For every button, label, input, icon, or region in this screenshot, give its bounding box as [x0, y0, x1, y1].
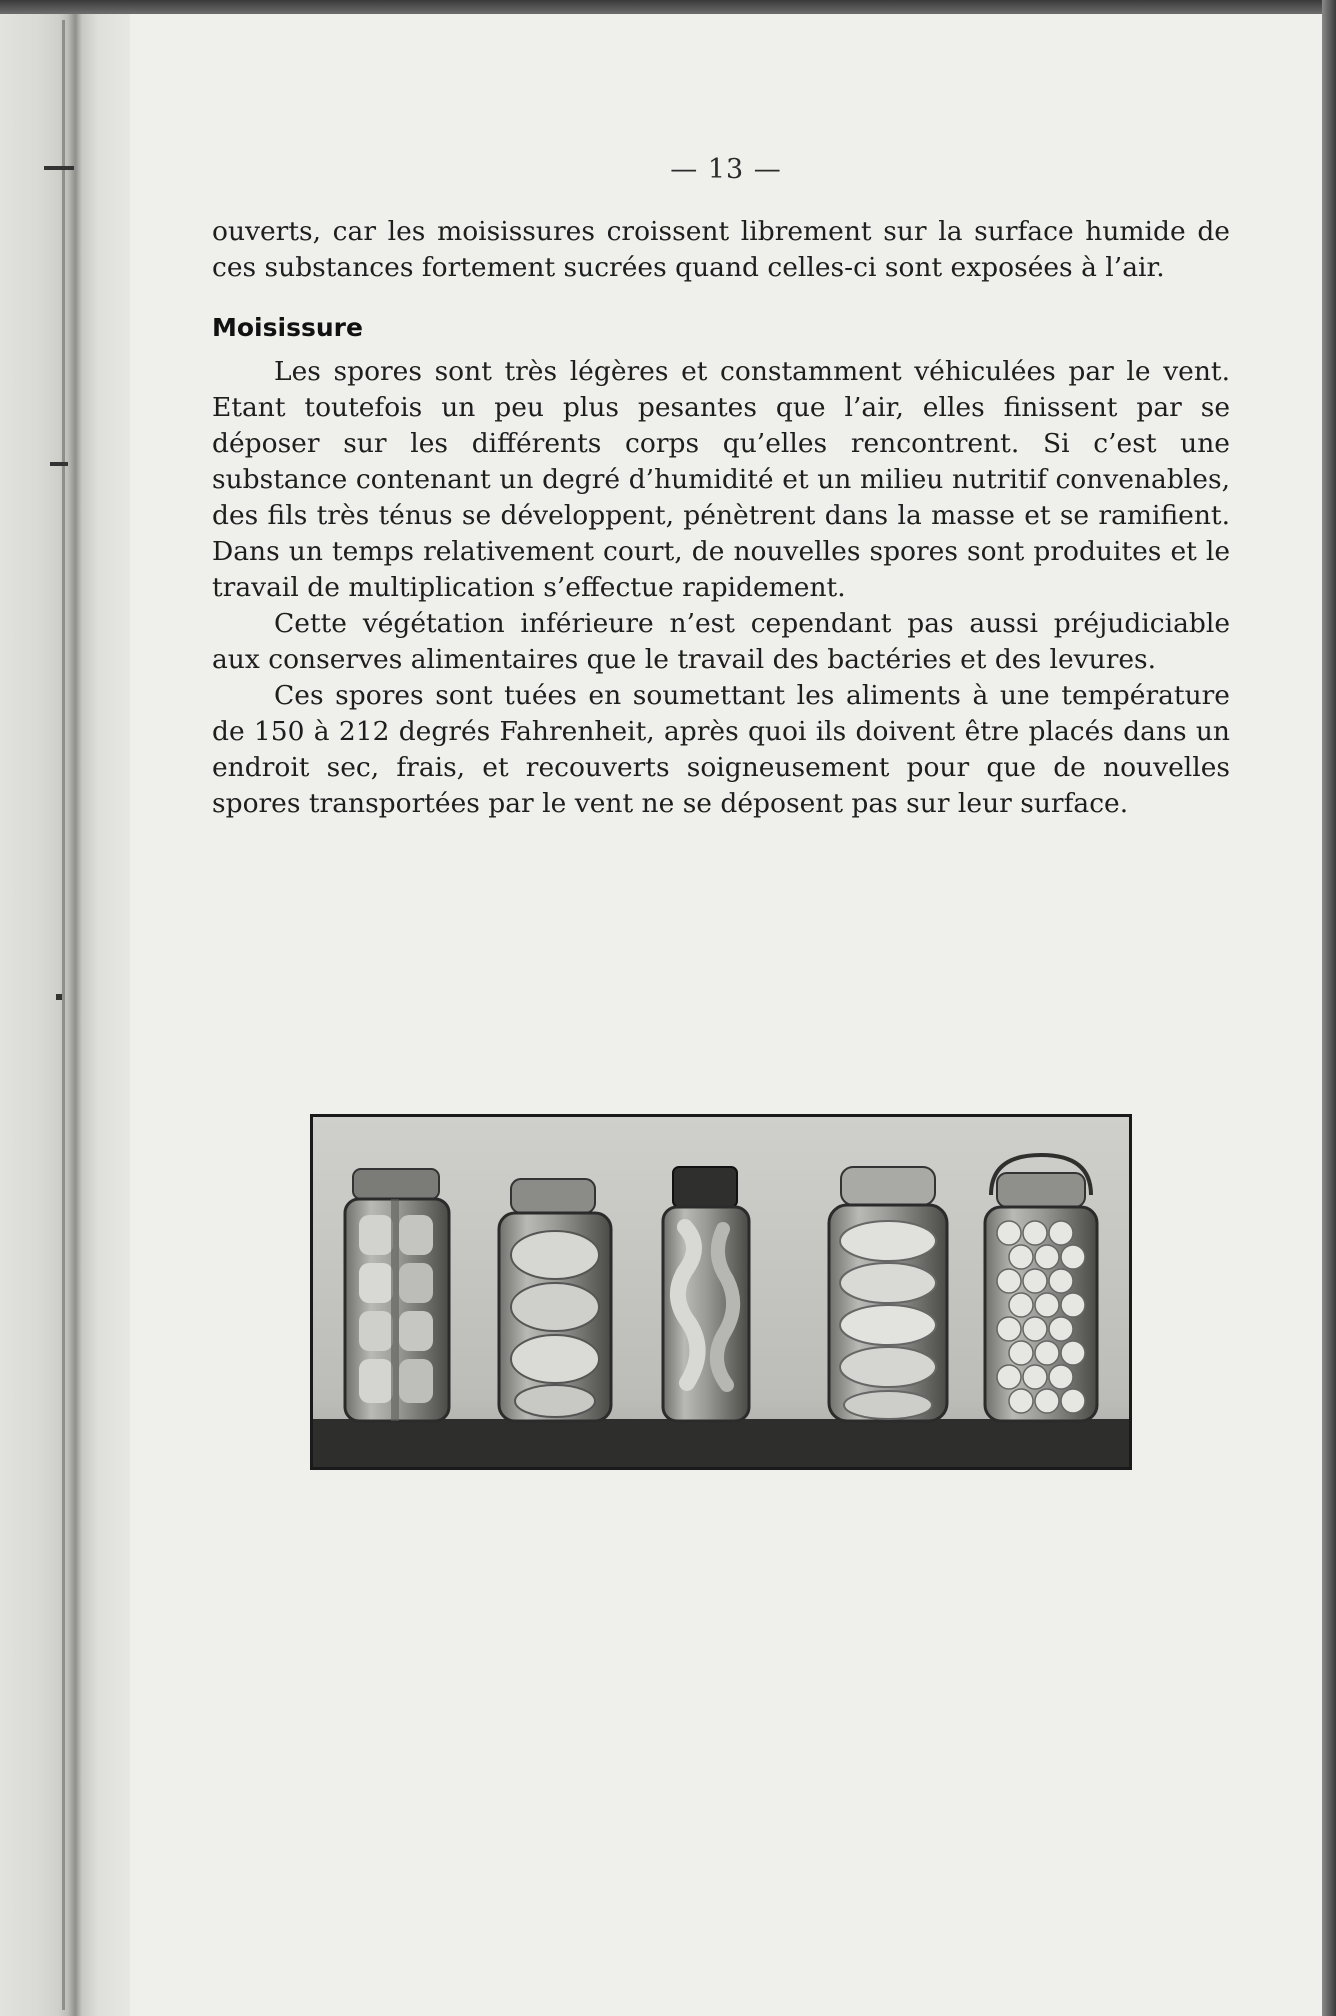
gutter-shadow-line	[62, 20, 65, 2010]
gutter-mark	[50, 462, 68, 466]
gutter-mark	[44, 166, 74, 170]
paragraph: Les spores sont très légères et constamment véhiculées par le vent. Etant toutefois un peu plus pesantes que l’air, elles finissent par se déposer sur les différents corps qu’elles rencontrent. Si c’est une substance contenant un degré d’humidité et un milieu nutritif convenables, des fils très ténus se développent, pénètrent dans la masse et se ramifient. Dans un temps relativement court, de nouvelles spores sont produites et le travail de multiplication s’effectue rapidement.	[212, 356, 1230, 603]
gutter-mark	[56, 994, 62, 1000]
jars-photograph	[310, 1114, 1132, 1470]
scan-top-edge	[0, 0, 1336, 14]
paragraph: Cette végétation inférieure n’est cependant pas aussi préjudiciable aux conserves alimentaires que le travail des bactéries et des levures.	[212, 608, 1230, 675]
jar-2	[499, 1179, 611, 1421]
jar-5	[985, 1155, 1097, 1421]
scan-right-edge	[1322, 0, 1336, 2016]
paragraph: Ces spores sont tuées en soumettant les aliments à une température de 150 à 212 degrés Fahrenheit, après quoi ils doivent être placés dans un endroit sec, frais, et recouverts soigneusement pour que de nouvelles spores transportées par le vent ne se déposent pas sur leur surface.	[212, 680, 1230, 819]
jar-1	[345, 1169, 449, 1421]
jar-4	[829, 1167, 947, 1421]
body-text	[212, 214, 1230, 822]
page-number: — 13 —	[670, 154, 782, 185]
section-heading: Moisissure	[212, 313, 363, 342]
jar-3	[663, 1167, 749, 1421]
paragraph-continued: ouverts, car les moisissures croissent librement sur la surface humide de ces substances fortement sucrées quand celles-ci sont exposées à l’air.	[212, 216, 1230, 283]
jars-illustration	[313, 1117, 1129, 1467]
page	[130, 14, 1322, 2016]
book-gutter	[0, 0, 130, 2016]
